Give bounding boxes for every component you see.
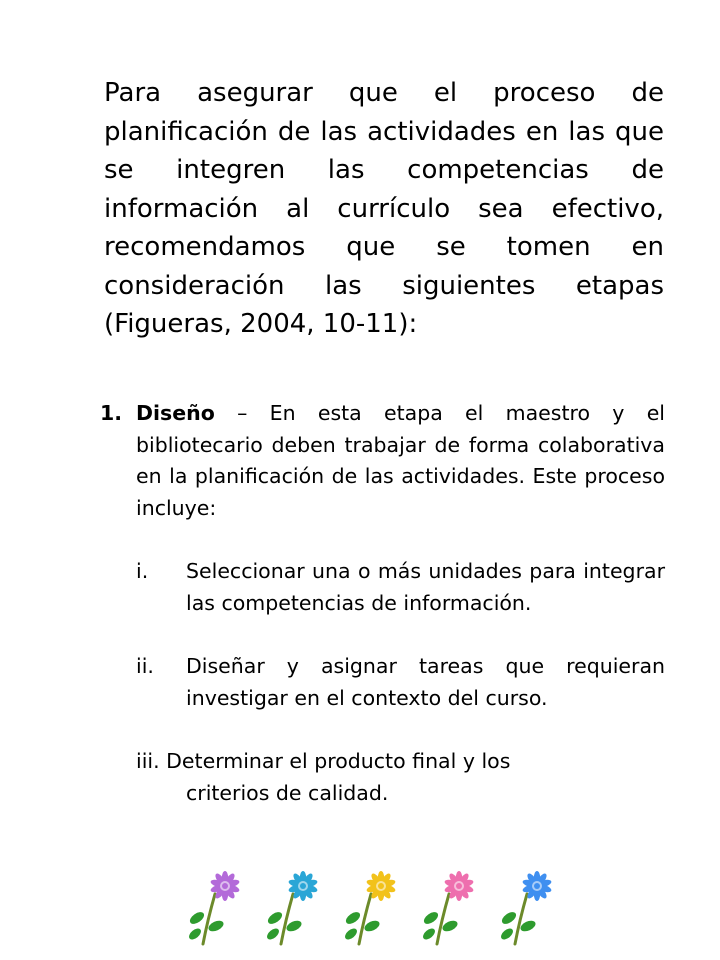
subitem-design-tasks bbox=[100, 651, 665, 714]
subitem-select-units bbox=[100, 556, 665, 619]
subitem-text-line1: Determinar el producto final y los bbox=[166, 749, 511, 773]
flower-icon bbox=[497, 868, 555, 948]
list-item-number: 1. bbox=[100, 401, 123, 425]
subitem-number: i. bbox=[136, 559, 149, 583]
subitem-number: iii. bbox=[136, 749, 160, 773]
subitem-number: ii. bbox=[136, 654, 154, 678]
stages-list bbox=[100, 398, 665, 809]
intro-paragraph: Para asegurar que el proceso de planificación de las actividades en las que se integren las competencias de información al currículo sea efectivo, recomendamos que se tomen en consideración las siguientes etapas (Figueras, 2004, 10-11): bbox=[104, 78, 664, 339]
list-item-design bbox=[100, 398, 665, 524]
flower-icon bbox=[263, 868, 321, 948]
flower-icon bbox=[341, 868, 399, 948]
subitem-final-product bbox=[100, 746, 665, 809]
list-item-term: Diseño bbox=[136, 401, 215, 425]
flower-border bbox=[185, 868, 555, 948]
flower-icon bbox=[419, 868, 477, 948]
subitem-text: Diseñar y asignar tareas que requieran investigar en el contexto del curso. bbox=[186, 654, 665, 710]
flower-icon bbox=[185, 868, 243, 948]
subitem-text: Seleccionar una o más unidades para integrar las competencias de información. bbox=[186, 559, 665, 615]
list-item-text: – En esta etapa el maestro y el bibliotecario deben trabajar de forma colaborativa en la planificación de las actividades. Este proceso incluye: bbox=[136, 401, 665, 520]
subitem-text-line2: criterios de calidad. bbox=[186, 780, 389, 805]
